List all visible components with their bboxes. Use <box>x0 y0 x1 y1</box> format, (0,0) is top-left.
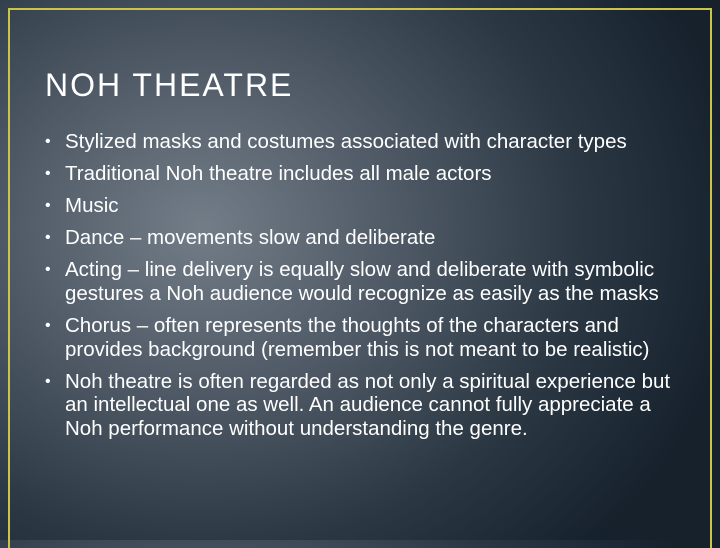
bullet-text: Noh theatre is often regarded as not only a spiritual experience but an intellectual one as well. An audience cannot fully appreciate a Noh performance without understanding the genre. <box>65 369 671 441</box>
bullet-list <box>45 130 675 449</box>
bullet-dot-icon: • <box>45 196 51 214</box>
bullet-text: Acting – line delivery is equally slow and deliberate with symbolic gestures a Noh audience would recognize as easily as the masks <box>65 257 659 305</box>
bullet-text: Chorus – often represents the thoughts of the characters and provides background (remember this is not meant to be realistic) <box>65 313 650 361</box>
bullet-text: Dance – movements slow and deliberate <box>65 225 436 249</box>
slide-title: NOH THEATRE <box>45 67 294 103</box>
bullet-item <box>45 194 675 218</box>
bullet-item <box>45 130 675 154</box>
bullet-dot-icon: • <box>45 133 51 150</box>
bullet-text: Traditional Noh theatre includes all male actors <box>65 161 492 185</box>
bullet-item <box>45 162 675 186</box>
bullet-item <box>45 314 675 362</box>
bullet-dot-icon: • <box>45 260 51 278</box>
bullet-item <box>45 226 675 250</box>
bullet-dot-icon: • <box>45 372 51 390</box>
bullet-item <box>45 370 675 441</box>
bullet-dot-icon: • <box>45 164 51 182</box>
bullet-dot-icon: • <box>45 228 51 246</box>
bullet-text: Stylized masks and costumes associated with character types <box>65 130 627 153</box>
bullet-item <box>45 258 675 306</box>
bullet-text: Music <box>65 193 119 217</box>
bullet-dot-icon: • <box>45 316 51 334</box>
